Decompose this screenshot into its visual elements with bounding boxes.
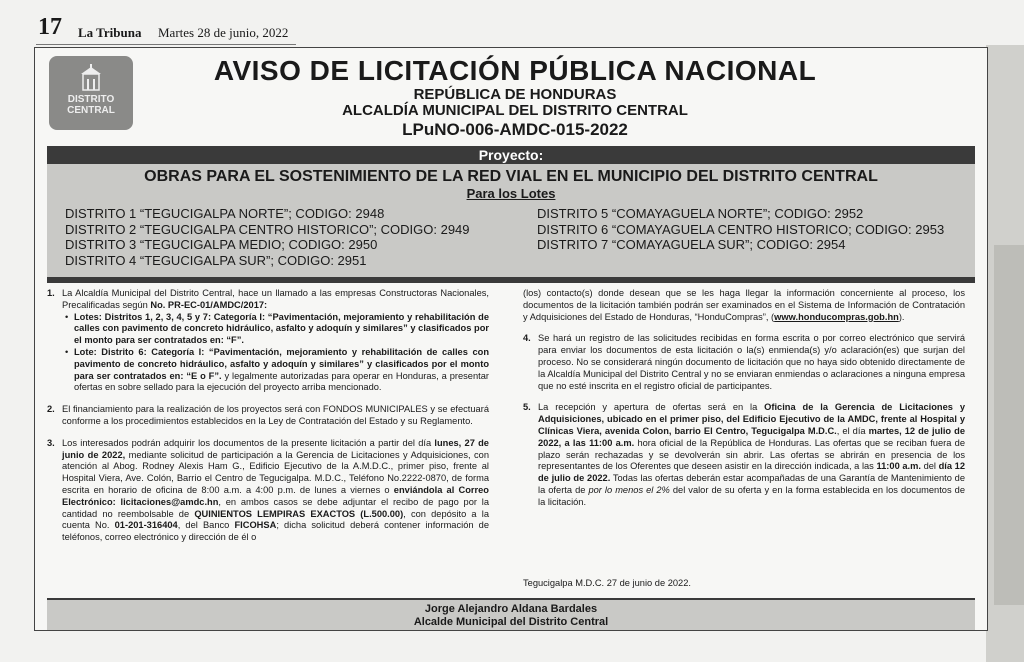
districts-right	[537, 206, 944, 253]
municipality-logo	[49, 56, 133, 130]
district-item: DISTRITO 3 “TEGUCIGALPA MEDIO; CODIGO: 2950	[65, 237, 378, 252]
district-item: DISTRITO 2 “TEGUCIGALPA CENTRO HISTORICO”; CODIGO: 2949	[65, 221, 470, 237]
project-label-bar: Proyecto:	[47, 146, 975, 164]
logo-line-1: DISTRITO	[67, 94, 115, 105]
section-divider	[47, 277, 975, 283]
clause-text: Todas las ofertas deberán estar acompañadas de una Garantía de Mantenimiento de la oferta de	[538, 473, 965, 495]
clause-number: 1.	[47, 288, 55, 298]
bullet-text: Lote: Distrito 6: Categoría I: “Pavimentación, mejoramiento y rehabilitación de calles con pavimento de concreto hidráulico, asfalto y adoquín y similares” y clasificados por el monto para ser contratados en: “E o F”.	[74, 346, 489, 381]
country-line: REPÚBLICA DE HONDURAS	[413, 86, 617, 103]
clause-text: Se hará un registro de las solicitudes recibidas en forma escrita o por correo electrónico que servirá para enviar los documentos de esta licitación o la(s) enmienda(s) y/o aclaración(es) que surjan del proceso. No se considerará ningún documento de licitación que no haya sido obtenido directamente de la Alcaldía Municipal del Distrito Central y no se enviaran enmiendas o aclaraciones a ninguna empresa que no esté inscrita en el registro oficial de participantes.	[538, 333, 965, 391]
logo-line-2: CENTRAL	[67, 105, 115, 116]
clause-number: 5.	[523, 402, 531, 413]
clause-text: (los) contacto(s) donde desean que se les haga llegar la información concerniente al proceso, los documentos de la licitación también podrán ser examinados en el Sistema de Información de Contratación y Adquisiciones del Estado de Honduras, “HonduCompras”, (	[523, 288, 965, 322]
clause-number: 3.	[47, 437, 55, 448]
bullet-text: Lotes: Distritos 1, 2, 3, 4, 5 y 7: Categoría I: “Pavimentación, mejoramiento y rehabilitación de calles con pavimento de concreto hidráulico, asfalto y adoquín y similares” y clasificados por el monto para ser contratados en: “F”.	[74, 311, 489, 346]
clause-5	[523, 402, 965, 508]
bullet-text: y legalmente autorizadas para operar en Honduras, a presentar ofertas en sobre sellado para la ejecución del proyecto arriba mencionado.	[74, 370, 490, 393]
issue-date: Martes 28 de junio, 2022	[158, 25, 289, 40]
clause-text: , el día	[836, 425, 869, 436]
district-item: DISTRITO 5 “COMAYAGUELA NORTE”; CODIGO: 2952	[537, 206, 864, 221]
clause-text-bold: lunes, 27 de junio de 2022,	[62, 437, 489, 460]
district-item: DISTRITO 4 “TEGUCIGALPA SUR”; CODIGO: 2951	[65, 252, 367, 268]
notice-title: AVISO DE LICITACIÓN PÚBLICA NACIONAL	[213, 55, 817, 86]
clause-2	[47, 404, 489, 428]
clause-text: ; dicha solicitud deberá contener información de teléfonos, correo electrónico y dirección de él o	[62, 520, 490, 543]
clause-text-bold: No. PR-EC-01/AMDC/2017:	[150, 299, 268, 310]
districts-left	[65, 206, 470, 268]
clause-text-bold: 01-201-316404	[114, 520, 178, 531]
clause-text: El financiamiento para la realización de los proyectos será con FONDOS MUNICIPALES y se efectuará conforme a los procedimientos establecidos en la Ley de Contratación del Estado y su Reglamento.	[62, 404, 489, 426]
clause-3-continued	[523, 288, 965, 323]
signatory-name: Jorge Alejandro Aldana Bardales	[424, 603, 598, 615]
clause-text: hora oficial de la República de Honduras. Las ofertas que se reciban fuera de plazo serán rechazadas y se devolverán sin abrir. Las ofertas se abrirán en presencia de los representantes de los Oferentes que deseen asistir en la dirección indicada, a las	[538, 437, 965, 472]
clause-text-bold: QUINIENTOS LEMPIRAS EXACTOS (L.500.00)	[194, 508, 404, 519]
project-box	[47, 164, 975, 277]
clause-text: La recepción y apertura de ofertas será en la	[538, 402, 765, 413]
clause-number: 4.	[523, 333, 531, 344]
masthead-rule	[36, 44, 296, 45]
clause-text: mediante solicitud de participación a la Gerencia de Licitaciones y Adquisiciones, con atención al Abog. Rodney Alexis Ham G., Edificio Ejecutivo de la A.M.D.C., primer piso, frente al Hospital Viera, Ave. Colón, Barrio el Centro de Tegucigalpa. M.D.C., Teléfono No.2222-0870, de forma escrita en horario de oficina de 8:00 a.m. a 4:00 p.m. de lunes a viernes o	[62, 449, 489, 495]
email-link[interactable]: enviándola al Correo Electrónico: licitaciones@amdc.hn	[62, 484, 489, 507]
clause-number: 2.	[47, 404, 55, 415]
right-column	[523, 288, 965, 519]
signature-block	[47, 598, 975, 630]
clause-text-bold: FICOHSA	[234, 520, 277, 531]
lots-bullet-1	[62, 312, 489, 347]
adjacent-page-strip	[986, 45, 1024, 662]
clause-text-bold: martes, 12 de julio de 2022, a las 11:00 a.m.	[538, 425, 965, 448]
place-date-line: Tegucigalpa M.D.C. 27 de junio de 2022.	[523, 578, 691, 588]
page-number: 17	[38, 14, 62, 40]
clause-text: , del Banco	[177, 520, 235, 531]
newspaper-masthead	[0, 0, 1024, 46]
clause-1	[47, 288, 489, 394]
district-item: DISTRITO 1 “TEGUCIGALPA NORTE”; CODIGO: 2948	[65, 206, 385, 221]
tender-code: LPuNO-006-AMDC-015-2022	[402, 120, 628, 139]
clause-4	[523, 333, 965, 392]
clause-text: ).	[898, 311, 905, 322]
clause-text: del	[920, 461, 939, 472]
honducompras-link[interactable]: www.honducompras.gob.hn	[774, 311, 899, 322]
clause-text-bold: día 12 de julio de 2022.	[538, 461, 966, 484]
clause-text: , con depósito a la cuenta No.	[62, 508, 489, 531]
clause-text-bold: 11:00 a.m.	[876, 461, 921, 472]
clause-text-italic: por lo menos el 2%	[588, 484, 670, 495]
clause-text: La Alcaldía Municipal del Distrito Central, hace un llamado a las empresas Constructoras Nacionales, Precalificadas según	[62, 288, 489, 310]
institution-line: ALCALDÍA MUNICIPAL DEL DISTRITO CENTRAL	[342, 102, 688, 119]
lots-label: Para los Lotes	[466, 186, 556, 201]
clause-text: , en ambos casos se debe adjuntar el recibo de pago por la cantidad no reembolsable de	[62, 496, 489, 519]
lots-bullet-2	[62, 347, 489, 394]
district-item: DISTRITO 6 “COMAYAGUELA CENTRO HISTORICO; CODIGO: 2953	[537, 221, 945, 237]
clause-text-bold: Oficina de la Gerencia de Licitaciones y Adquisiciones, ubicado en el primer piso, del Edificio Ejecutivo de la AMDC, frente al Hospital y Clínicas Viera, avenida Colon, barrio El Centro, Tegucigalpa M.D.C.	[538, 402, 965, 436]
district-item: DISTRITO 7 “COMAYAGUELA SUR”; CODIGO: 2954	[537, 237, 846, 252]
clause-3	[47, 438, 489, 544]
clause-text: Los interesados podrán adquirir los documentos de la presente licitación a partir del día	[62, 437, 435, 448]
project-title: OBRAS PARA EL SOSTENIMIENTO DE LA RED VIAL EN EL MUNICIPIO DEL DISTRITO CENTRAL	[144, 168, 878, 185]
clause-text: del valor de su oferta y en la forma establecida en los documentos de la licitación.	[538, 484, 965, 507]
newspaper-name: La Tribuna	[78, 25, 142, 40]
left-column	[47, 288, 489, 554]
signatory-title: Alcalde Municipal del Distrito Central	[413, 616, 609, 628]
tender-notice	[34, 47, 988, 631]
building-icon	[79, 64, 103, 92]
